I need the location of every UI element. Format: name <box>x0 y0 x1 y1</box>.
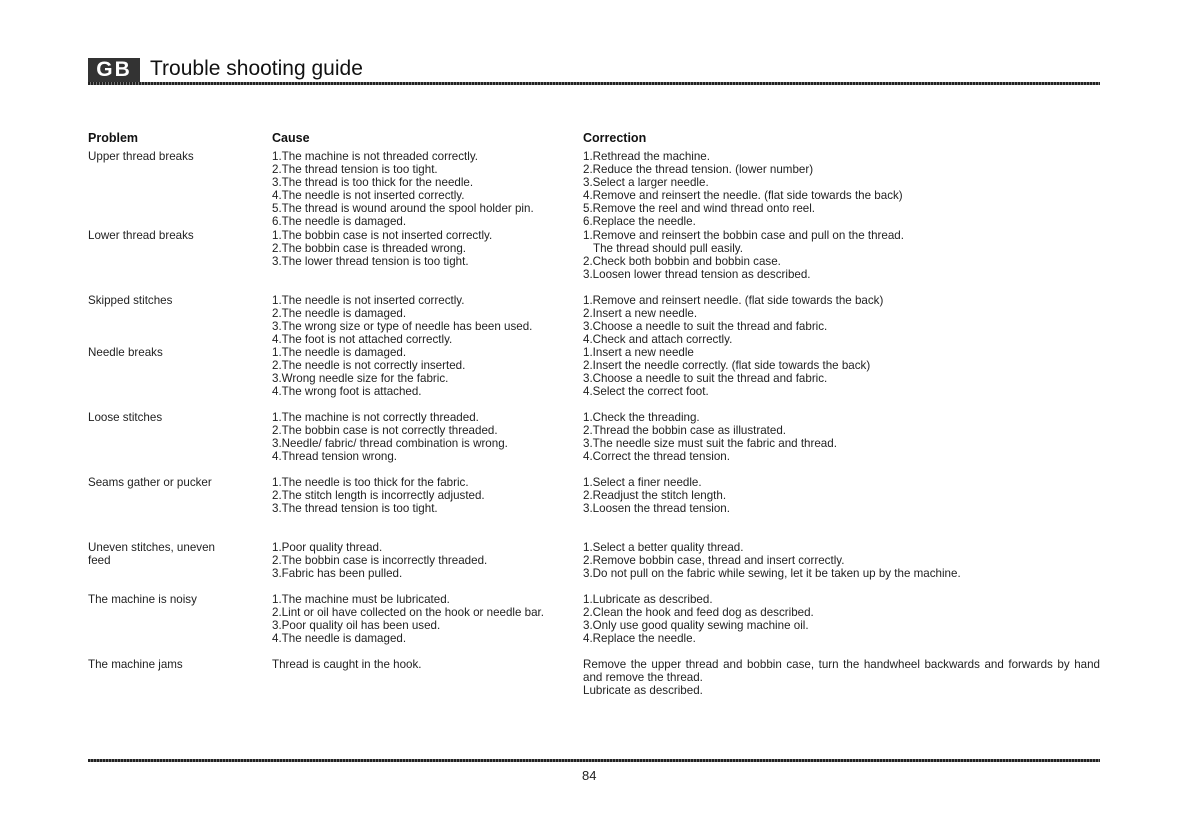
correction-line: 2.Readjust the stitch length. <box>583 489 727 502</box>
cause-cell <box>272 229 582 268</box>
correction-line: 2.Reduce the thread tension. (lower number) <box>583 163 814 176</box>
language-badge: GB <box>88 58 140 82</box>
correction-line: 2.Thread the bobbin case as illustrated. <box>583 424 787 437</box>
cause-line: 6.The needle is damaged. <box>272 215 407 228</box>
correction-line: 4.Replace the needle. <box>583 632 696 645</box>
correction-cell <box>583 294 1100 346</box>
problem-line: feed <box>88 554 111 567</box>
cause-line: 4.The wrong foot is attached. <box>272 385 422 398</box>
correction-line: 4.Remove and reinsert the needle. (flat side towards the back) <box>583 189 903 202</box>
bottom-divider <box>88 759 1100 762</box>
cause-line: 1.The machine is not threaded correctly. <box>272 150 478 163</box>
correction-line: 1.Lubricate as described. <box>583 593 713 606</box>
cause-cell <box>272 346 582 398</box>
cause-line: 3.Needle/ fabric/ thread combination is wrong. <box>272 437 508 450</box>
correction-line: 3.Loosen lower thread tension as described. <box>583 268 811 281</box>
correction-line: 3.Choose a needle to suit the thread and fabric. <box>583 372 828 385</box>
cause-line: 1.The needle is too thick for the fabric. <box>272 476 469 489</box>
problem-line: Lower thread breaks <box>88 229 194 242</box>
cause-line: 2.The bobbin case is threaded wrong. <box>272 242 466 255</box>
correction-line: 3.Select a larger needle. <box>583 176 709 189</box>
correction-line: 4.Select the correct foot. <box>583 385 709 398</box>
cause-line: 2.Lint or oil have collected on the hook or needle bar. <box>272 606 544 619</box>
problem-cell <box>88 294 268 307</box>
correction-line: 1.Select a finer needle. <box>583 476 702 489</box>
correction-line: 3.Choose a needle to suit the thread and fabric. <box>583 320 828 333</box>
correction-line: Remove the upper thread and bobbin case, turn the handwheel backwards and forwards by hand and remove the thread. <box>583 658 1100 684</box>
cause-line: 3.Wrong needle size for the fabric. <box>272 372 449 385</box>
cause-line: 5.The thread is wound around the spool holder pin. <box>272 202 534 215</box>
cause-line: 1.Poor quality thread. <box>272 541 383 554</box>
correction-line: 2.Clean the hook and feed dog as described. <box>583 606 814 619</box>
page-title: Trouble shooting guide <box>150 57 363 80</box>
problem-cell <box>88 658 268 671</box>
cause-line: 1.The needle is damaged. <box>272 346 407 359</box>
problem-line: Upper thread breaks <box>88 150 194 163</box>
correction-cell <box>583 593 1100 645</box>
correction-cell <box>583 476 1100 515</box>
cause-line: 4.The foot is not attached correctly. <box>272 333 453 346</box>
correction-cell <box>583 150 1100 228</box>
correction-line: 4.Check and attach correctly. <box>583 333 733 346</box>
problem-line: Needle breaks <box>88 346 163 359</box>
correction-cell <box>583 346 1100 398</box>
cause-line: 1.The machine is not correctly threaded. <box>272 411 479 424</box>
correction-line: Lubricate as described. <box>583 684 703 697</box>
cause-line: 3.Fabric has been pulled. <box>272 567 403 580</box>
problem-cell <box>88 476 268 489</box>
page-number: 84 <box>582 768 597 783</box>
cause-cell <box>272 411 582 463</box>
correction-line: 2.Insert the needle correctly. (flat side towards the back) <box>583 359 871 372</box>
problem-cell <box>88 150 268 163</box>
correction-line: 2.Insert a new needle. <box>583 307 698 320</box>
problem-cell <box>88 593 268 606</box>
problem-line: Skipped stitches <box>88 294 173 307</box>
problem-line: Seams gather or pucker <box>88 476 212 489</box>
correction-line: 3.Only use good quality sewing machine oil. <box>583 619 809 632</box>
correction-line: 1.Rethread the machine. <box>583 150 710 163</box>
cause-line: 2.The needle is damaged. <box>272 307 407 320</box>
cause-cell <box>272 593 582 645</box>
cause-line: 2.The thread tension is too tight. <box>272 163 438 176</box>
problem-line: The machine jams <box>88 658 183 671</box>
column-header-problem: Problem <box>88 131 139 145</box>
correction-line: 3.The needle size must suit the fabric and thread. <box>583 437 837 450</box>
cause-cell <box>272 658 582 671</box>
cause-line: 1.The machine must be lubricated. <box>272 593 450 606</box>
column-header-cause: Cause <box>272 131 310 145</box>
cause-line: 1.The needle is not inserted correctly. <box>272 294 465 307</box>
cause-line: 2.The needle is not correctly inserted. <box>272 359 466 372</box>
cause-line: 3.Poor quality oil has been used. <box>272 619 441 632</box>
cause-line: 3.The thread tension is too tight. <box>272 502 438 515</box>
correction-line: 6.Replace the needle. <box>583 215 696 228</box>
cause-line: 4.The needle is not inserted correctly. <box>272 189 465 202</box>
problem-line: Loose stitches <box>88 411 163 424</box>
cause-cell <box>272 476 582 515</box>
cause-line: 2.The stitch length is incorrectly adjusted. <box>272 489 485 502</box>
problem-cell <box>88 541 268 567</box>
correction-line: 1.Check the threading. <box>583 411 700 424</box>
correction-line: 5.Remove the reel and wind thread onto reel. <box>583 202 816 215</box>
cause-line: 2.The bobbin case is incorrectly threaded. <box>272 554 488 567</box>
correction-line: 1.Insert a new needle <box>583 346 694 359</box>
problem-cell <box>88 346 268 359</box>
correction-line: The thread should pull easily. <box>593 242 743 255</box>
cause-cell <box>272 294 582 346</box>
correction-line: 3.Do not pull on the fabric while sewing, let it be taken up by the machine. <box>583 567 961 580</box>
cause-line: 3.The wrong size or type of needle has been used. <box>272 320 533 333</box>
correction-line: 2.Remove bobbin case, thread and insert correctly. <box>583 554 845 567</box>
problem-cell <box>88 411 268 424</box>
top-divider <box>88 82 1100 85</box>
cause-line: Thread is caught in the hook. <box>272 658 422 671</box>
correction-line: 1.Remove and reinsert needle. (flat side towards the back) <box>583 294 884 307</box>
cause-line: 4.Thread tension wrong. <box>272 450 398 463</box>
correction-cell <box>583 541 1100 580</box>
correction-line: 1.Select a better quality thread. <box>583 541 744 554</box>
cause-line: 3.The thread is too thick for the needle. <box>272 176 474 189</box>
problem-line: Uneven stitches, uneven <box>88 541 215 554</box>
cause-line: 1.The bobbin case is not inserted correctly. <box>272 229 493 242</box>
problem-cell <box>88 229 268 242</box>
cause-line: 4.The needle is damaged. <box>272 632 407 645</box>
correction-cell <box>583 411 1100 463</box>
correction-cell <box>583 229 1100 281</box>
correction-line: 2.Check both bobbin and bobbin case. <box>583 255 781 268</box>
column-header-correction: Correction <box>583 131 647 145</box>
cause-cell <box>272 541 582 580</box>
correction-cell <box>583 658 1100 697</box>
correction-line: 1.Remove and reinsert the bobbin case and pull on the thread. <box>583 229 904 242</box>
correction-line: 4.Correct the thread tension. <box>583 450 730 463</box>
cause-cell <box>272 150 582 228</box>
correction-line: 3.Loosen the thread tension. <box>583 502 730 515</box>
problem-line: The machine is noisy <box>88 593 197 606</box>
cause-line: 3.The lower thread tension is too tight. <box>272 255 469 268</box>
cause-line: 2.The bobbin case is not correctly threaded. <box>272 424 498 437</box>
